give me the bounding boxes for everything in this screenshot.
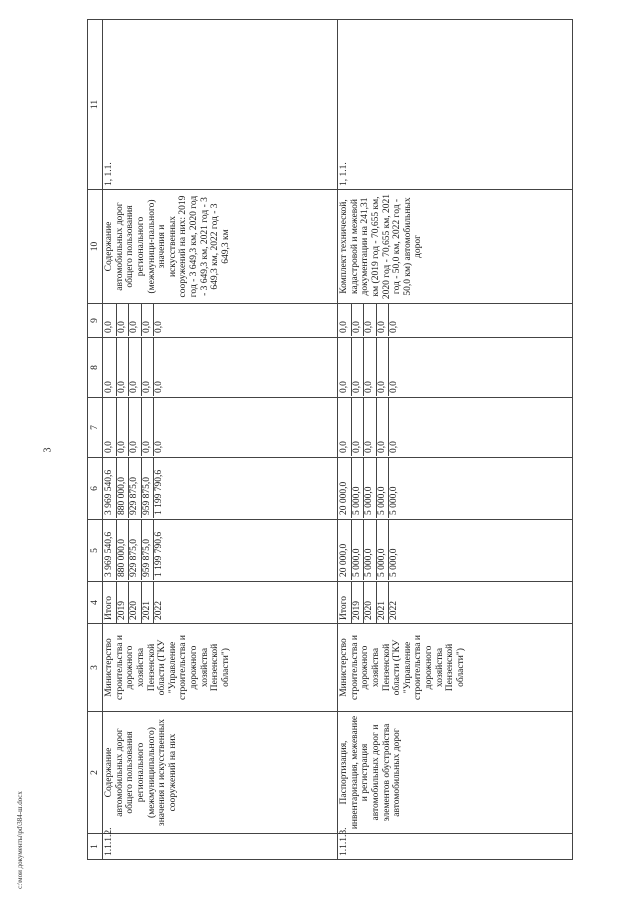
year-label: Итого (339, 582, 352, 623)
value: 0,0 (142, 304, 155, 336)
value: 0,0 (352, 398, 365, 456)
col5-values (338, 520, 573, 582)
indicator-link: 1, 1.1. (338, 20, 573, 190)
value: 0,0 (389, 381, 399, 393)
value: 0,0 (339, 338, 352, 396)
year-label: 2021 (142, 582, 155, 623)
value: 929 875,0 (129, 520, 142, 580)
value: 0,0 (364, 304, 377, 336)
indicator-link: 1, 1.1. (103, 20, 338, 190)
value: 880 000,0 (117, 458, 130, 518)
value: 0,0 (154, 381, 164, 393)
years-cell (103, 582, 338, 624)
activity-name: Паспортизация, инвентаризация, межевание и регистрация автомобильных дорог и элементов обустройства автомобильных дорог (338, 712, 573, 834)
table-row (338, 20, 573, 860)
column-number: 10 (88, 190, 103, 304)
column-number: 3 (88, 624, 103, 712)
col8-values (338, 338, 573, 398)
column-number: 4 (88, 582, 103, 624)
year-label: 2022 (389, 601, 399, 620)
col5-values (103, 520, 338, 582)
column-number: 9 (88, 304, 103, 338)
value: 5 000,0 (377, 458, 390, 518)
value: 0,0 (389, 441, 399, 453)
executor: Министерство строительства и дорожного хозяйства Пензенской области (ГКУ "Управление строительства и дорожного хозяйства Пензенской области") (103, 624, 338, 712)
value: 5 000,0 (364, 520, 377, 580)
expected-result: Содержание автомобильных дорог общего пользования регионального (межмуници-пального) значения и искусственных сооружений на них: 2019 год - 3 649,3 км, 2020 год - 3 649,3 км, 2021 год - 3 649,3 км, 2022 год - 3 649,3 км (103, 190, 338, 304)
col6-values (103, 458, 338, 520)
value: 0,0 (377, 398, 390, 456)
year-label: 2021 (377, 582, 390, 623)
year-label: 2019 (352, 582, 365, 623)
col9-values (103, 304, 338, 338)
col8-values (103, 338, 338, 398)
value: 0,0 (364, 398, 377, 456)
value: 3 969 540,6 (104, 520, 117, 580)
year-label: 2019 (117, 582, 130, 623)
column-number: 5 (88, 520, 103, 582)
value: 0,0 (104, 398, 117, 456)
value: 0,0 (142, 338, 155, 396)
value: 1 199 790,6 (154, 469, 164, 515)
year-label: Итого (104, 582, 117, 623)
col9-values (338, 304, 573, 338)
row-number: 1.1.1.3. (338, 834, 573, 860)
value: 0,0 (129, 398, 142, 456)
value: 0,0 (377, 338, 390, 396)
value: 0,0 (129, 304, 142, 336)
value: 0,0 (352, 304, 365, 336)
value: 0,0 (352, 338, 365, 396)
value: 0,0 (389, 321, 399, 333)
col7-values (338, 398, 573, 458)
value: 1 199 790,6 (154, 531, 164, 577)
value: 0,0 (377, 304, 390, 336)
year-label: 2020 (129, 582, 142, 623)
years-cell (338, 582, 573, 624)
table-row (103, 20, 338, 860)
value: 0,0 (154, 321, 164, 333)
value: 20 000,0 (339, 520, 352, 580)
column-number-row (88, 20, 103, 860)
column-number: 7 (88, 398, 103, 458)
column-number: 1 (88, 834, 103, 860)
rotated-table-container (87, 20, 573, 860)
value: 0,0 (117, 304, 130, 336)
program-activities-table (87, 19, 573, 860)
value: 959 875,0 (142, 458, 155, 518)
value: 959 875,0 (142, 520, 155, 580)
value: 3 969 540,6 (104, 458, 117, 518)
value: 5 000,0 (377, 520, 390, 580)
column-number: 6 (88, 458, 103, 520)
value: 880 000,0 (117, 520, 130, 580)
value: 0,0 (339, 304, 352, 336)
value: 5 000,0 (352, 520, 365, 580)
value: 0,0 (364, 338, 377, 396)
col7-values (103, 398, 338, 458)
column-number: 2 (88, 712, 103, 834)
value: 0,0 (117, 398, 130, 456)
value: 0,0 (104, 304, 117, 336)
value: 0,0 (117, 338, 130, 396)
value: 20 000,0 (339, 458, 352, 518)
value: 0,0 (129, 338, 142, 396)
col6-values (338, 458, 573, 520)
column-number: 11 (88, 20, 103, 190)
year-label: 2020 (364, 582, 377, 623)
value: 5 000,0 (364, 458, 377, 518)
value: 0,0 (154, 441, 164, 453)
value: 0,0 (142, 398, 155, 456)
year-label: 2022 (154, 601, 164, 620)
value: 929 875,0 (129, 458, 142, 518)
value: 5 000,0 (352, 458, 365, 518)
expected-result: Комплект технической, кадастровой и межевой документации на 241,31 км (2019 год - 70,655 км, 2020 год - 70,655 км, 2021 год - 50,0 км, 2022 год - 50,0 км) автомобильных дорог (338, 190, 573, 304)
executor: Министерство строительства и дорожного хозяйства Пензенской области (ГКУ "Управление строительства и дорожного хозяйства Пензенской области") (338, 624, 573, 712)
value: 5 000,0 (389, 548, 399, 577)
footer-file-path: c:\мои документы\pd\384-ш.docx (16, 791, 24, 889)
page-number: 3 (42, 447, 54, 453)
value: 0,0 (104, 338, 117, 396)
column-number: 8 (88, 338, 103, 398)
row-number: 1.1.1.2. (103, 834, 338, 860)
value: 0,0 (339, 398, 352, 456)
activity-name: Содержание автомобильных дорог общего пользования регионального (межмуниципального) значения и искусственных сооружений на них (103, 712, 338, 834)
value: 5 000,0 (389, 486, 399, 515)
